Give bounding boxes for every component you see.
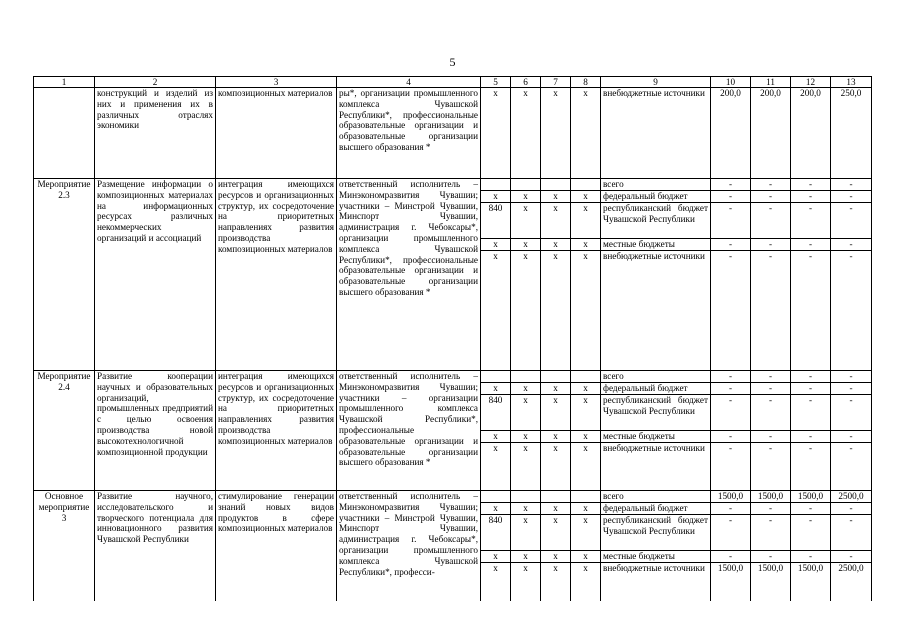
amount-cell: - — [711, 251, 751, 371]
amount-cell: - — [751, 239, 791, 251]
event-label-cell — [34, 88, 95, 179]
code-cell: x — [571, 88, 601, 179]
header-cell: 7 — [541, 77, 571, 88]
amount-cell: - — [831, 179, 872, 191]
code-cell — [481, 491, 511, 503]
funding-source-cell: всего — [601, 371, 711, 383]
amount-cell: - — [751, 179, 791, 191]
amount-cell: - — [791, 371, 831, 383]
code-cell: x — [481, 239, 511, 251]
code-cell: x — [481, 251, 511, 371]
amount-cell: - — [751, 203, 791, 239]
code-cell: x — [571, 551, 601, 563]
amount-cell: - — [791, 251, 831, 371]
code-cell: x — [511, 443, 541, 491]
table-row — [34, 179, 872, 191]
amount-cell: 1500,0 — [791, 563, 831, 601]
funding-source-cell: федеральный бюджет — [601, 191, 711, 203]
amount-cell: - — [791, 203, 831, 239]
amount-cell: - — [711, 395, 751, 431]
code-cell: x — [541, 431, 571, 443]
header-cell: 12 — [791, 77, 831, 88]
funding-source-cell: местные бюджеты — [601, 239, 711, 251]
amount-cell: - — [711, 503, 751, 515]
code-cell — [571, 371, 601, 383]
table-row — [34, 88, 872, 179]
amount-cell: 200,0 — [751, 88, 791, 179]
code-cell: x — [571, 563, 601, 601]
amount-cell: - — [791, 515, 831, 551]
code-cell: x — [571, 515, 601, 551]
amount-cell: - — [751, 431, 791, 443]
code-cell — [541, 491, 571, 503]
header-cell: 6 — [511, 77, 541, 88]
funding-source-cell: всего — [601, 491, 711, 503]
amount-cell: - — [831, 239, 872, 251]
executor-cell: ответственный исполнитель – Минэкономразвития Чувашии; участники – организации промышленного комплекса Чувашской Республики*, профессиональные образовательные организации и образовательные организации высшего образования * — [337, 371, 481, 491]
code-cell: x — [571, 395, 601, 431]
funding-source-cell: федеральный бюджет — [601, 383, 711, 395]
code-cell: x — [511, 515, 541, 551]
expected-result-cell: композиционных материалов — [216, 88, 337, 179]
amount-cell: - — [831, 443, 872, 491]
event-name-cell: Развитие кооперации научных и образовательных организаций, промышленных предприятий с целью освоения производства новой высокотехнологичной композиционной продукции — [95, 371, 216, 491]
amount-cell: - — [711, 431, 751, 443]
expected-result-cell: интеграция имеющихся ресурсов и организационных структур, их сосредоточение на приоритетных направлениях развития производства композиционных материалов — [216, 371, 337, 491]
code-cell: x — [481, 503, 511, 515]
amount-cell: - — [711, 179, 751, 191]
amount-cell: - — [751, 503, 791, 515]
funding-source-cell: республиканский бюджет Чувашской Республики — [601, 203, 711, 239]
funding-source-cell: республиканский бюджет Чувашской Республики — [601, 515, 711, 551]
funding-source-cell: внебюджетные источники — [601, 563, 711, 601]
funding-source-cell: внебюджетные источники — [601, 443, 711, 491]
code-cell: x — [571, 503, 601, 515]
amount-cell: - — [711, 191, 751, 203]
amount-cell: 1500,0 — [711, 491, 751, 503]
code-cell: x — [481, 191, 511, 203]
amount-cell: - — [791, 395, 831, 431]
code-cell: x — [511, 395, 541, 431]
code-cell — [541, 371, 571, 383]
amount-cell: - — [751, 191, 791, 203]
code-cell: x — [571, 191, 601, 203]
header-cell: 8 — [571, 77, 601, 88]
amount-cell: 1500,0 — [791, 491, 831, 503]
amount-cell: - — [751, 371, 791, 383]
header-cell: 10 — [711, 77, 751, 88]
amount-cell: - — [751, 515, 791, 551]
code-cell: x — [481, 443, 511, 491]
header-cell: 3 — [216, 77, 337, 88]
code-cell: x — [541, 395, 571, 431]
funding-source-cell: внебюджетные источники — [601, 88, 711, 179]
header-cell: 5 — [481, 77, 511, 88]
code-cell: x — [511, 191, 541, 203]
code-cell: x — [571, 239, 601, 251]
code-cell: x — [511, 203, 541, 239]
expected-result-cell: стимулирование генерации знаний новых видов продуктов в сфере композиционных материалов — [216, 491, 337, 601]
amount-cell: - — [711, 515, 751, 551]
funding-source-cell: всего — [601, 179, 711, 191]
header-cell: 4 — [337, 77, 481, 88]
amount-cell: - — [791, 551, 831, 563]
code-cell: x — [541, 551, 571, 563]
amount-cell: - — [751, 551, 791, 563]
header-cell: 11 — [751, 77, 791, 88]
amount-cell: 1500,0 — [751, 563, 791, 601]
code-cell: x — [571, 383, 601, 395]
amount-cell: - — [711, 383, 751, 395]
code-cell: x — [511, 383, 541, 395]
amount-cell: 1500,0 — [711, 563, 751, 601]
code-cell — [511, 371, 541, 383]
code-cell: x — [571, 251, 601, 371]
code-cell: x — [511, 551, 541, 563]
code-cell: x — [481, 551, 511, 563]
code-cell: x — [541, 515, 571, 551]
amount-cell: - — [831, 515, 872, 551]
code-cell: x — [511, 503, 541, 515]
amount-cell: - — [791, 191, 831, 203]
amount-cell: - — [831, 191, 872, 203]
table-row — [34, 371, 872, 383]
program-table — [33, 76, 872, 601]
code-cell — [511, 179, 541, 191]
amount-cell: - — [831, 203, 872, 239]
code-cell: x — [481, 431, 511, 443]
amount-cell: - — [711, 203, 751, 239]
code-cell: x — [511, 431, 541, 443]
amount-cell: - — [831, 395, 872, 431]
amount-cell: - — [711, 551, 751, 563]
amount-cell: - — [791, 239, 831, 251]
funding-source-cell: республиканский бюджет Чувашской Республики — [601, 395, 711, 431]
code-cell — [571, 179, 601, 191]
event-label-cell: Мероприятие 2.3 — [34, 179, 95, 371]
code-cell: x — [571, 431, 601, 443]
amount-cell: - — [751, 443, 791, 491]
code-cell: x — [571, 443, 601, 491]
amount-cell: 200,0 — [711, 88, 751, 179]
code-cell: 840 — [481, 395, 511, 431]
amount-cell: - — [711, 239, 751, 251]
header-cell: 9 — [601, 77, 711, 88]
code-cell: x — [541, 191, 571, 203]
executor-cell: ответственный исполнитель – Минэкономразвития Чувашии; участники – Минстрой Чувашии, Минспорт Чувашии, администрация г. Чебоксары*, организации промышленного комплекса Чувашской Республики*, профессиональные образовательные организации и образовательные организации высшего образования * — [337, 179, 481, 371]
event-name-cell: Размещение информации о композиционных материалах на информационных ресурсах различных некоммерческих организаций и ассоциаций — [95, 179, 216, 371]
amount-cell: - — [831, 383, 872, 395]
amount-cell: - — [791, 443, 831, 491]
executor-cell: ответственный исполнитель – Минэкономразвития Чувашии; участники – Минстрой Чувашии, Минспорт Чувашии, администрация г. Чебоксары*, организации промышленного комплекса Чувашской Республики*, професси- — [337, 491, 481, 601]
code-cell: x — [541, 203, 571, 239]
header-cell: 2 — [95, 77, 216, 88]
code-cell: x — [541, 563, 571, 601]
amount-cell: 2500,0 — [831, 491, 872, 503]
event-label-cell: Мероприятие 2.4 — [34, 371, 95, 491]
code-cell — [511, 491, 541, 503]
funding-source-cell: федеральный бюджет — [601, 503, 711, 515]
funding-source-cell: местные бюджеты — [601, 551, 711, 563]
code-cell: x — [541, 239, 571, 251]
code-cell — [481, 371, 511, 383]
code-cell: x — [511, 563, 541, 601]
funding-source-cell: местные бюджеты — [601, 431, 711, 443]
code-cell: x — [541, 383, 571, 395]
executor-cell: ры*, организации промышленного комплекса Чувашской Республики*, профессиональные образовательные организации и образовательные организации высшего образования * — [337, 88, 481, 179]
amount-cell: - — [751, 383, 791, 395]
code-cell: x — [541, 443, 571, 491]
event-name-cell: Развитие научного, исследовательского и творческого потенциала для инновационного развития Чувашской Республики — [95, 491, 216, 601]
code-cell: x — [511, 239, 541, 251]
code-cell: x — [481, 88, 511, 179]
code-cell: x — [511, 88, 541, 179]
code-cell — [541, 179, 571, 191]
event-name-cell: конструкций и изделий из них и применения их в различных отраслях экономики — [95, 88, 216, 179]
code-cell: x — [541, 88, 571, 179]
event-label-cell: Основное мероприятие 3 — [34, 491, 95, 601]
code-cell — [571, 491, 601, 503]
table-row — [34, 491, 872, 503]
amount-cell: - — [791, 179, 831, 191]
code-cell: x — [511, 251, 541, 371]
amount-cell: - — [831, 551, 872, 563]
amount-cell: 1500,0 — [751, 491, 791, 503]
code-cell: 840 — [481, 515, 511, 551]
code-cell: x — [481, 563, 511, 601]
amount-cell: - — [751, 395, 791, 431]
code-cell: 840 — [481, 203, 511, 239]
code-cell: x — [541, 503, 571, 515]
amount-cell: 2500,0 — [831, 563, 872, 601]
header-cell: 13 — [831, 77, 872, 88]
code-cell — [481, 179, 511, 191]
amount-cell: - — [831, 503, 872, 515]
page-number: 5 — [449, 55, 456, 69]
amount-cell: - — [711, 443, 751, 491]
amount-cell: 200,0 — [791, 88, 831, 179]
amount-cell: - — [831, 251, 872, 371]
expected-result-cell: интеграция имеющихся ресурсов и организационных структур, их сосредоточение на приоритетных направлениях развития производства композиционных материалов — [216, 179, 337, 371]
code-cell: x — [481, 383, 511, 395]
header-row — [34, 77, 872, 88]
header-cell: 1 — [34, 77, 95, 88]
funding-source-cell: внебюджетные источники — [601, 251, 711, 371]
code-cell: x — [571, 203, 601, 239]
amount-cell: - — [751, 251, 791, 371]
amount-cell: - — [831, 371, 872, 383]
amount-cell: - — [791, 431, 831, 443]
code-cell: x — [541, 251, 571, 371]
amount-cell: - — [711, 371, 751, 383]
amount-cell: 250,0 — [831, 88, 872, 179]
amount-cell: - — [791, 383, 831, 395]
amount-cell: - — [831, 431, 872, 443]
amount-cell: - — [791, 503, 831, 515]
